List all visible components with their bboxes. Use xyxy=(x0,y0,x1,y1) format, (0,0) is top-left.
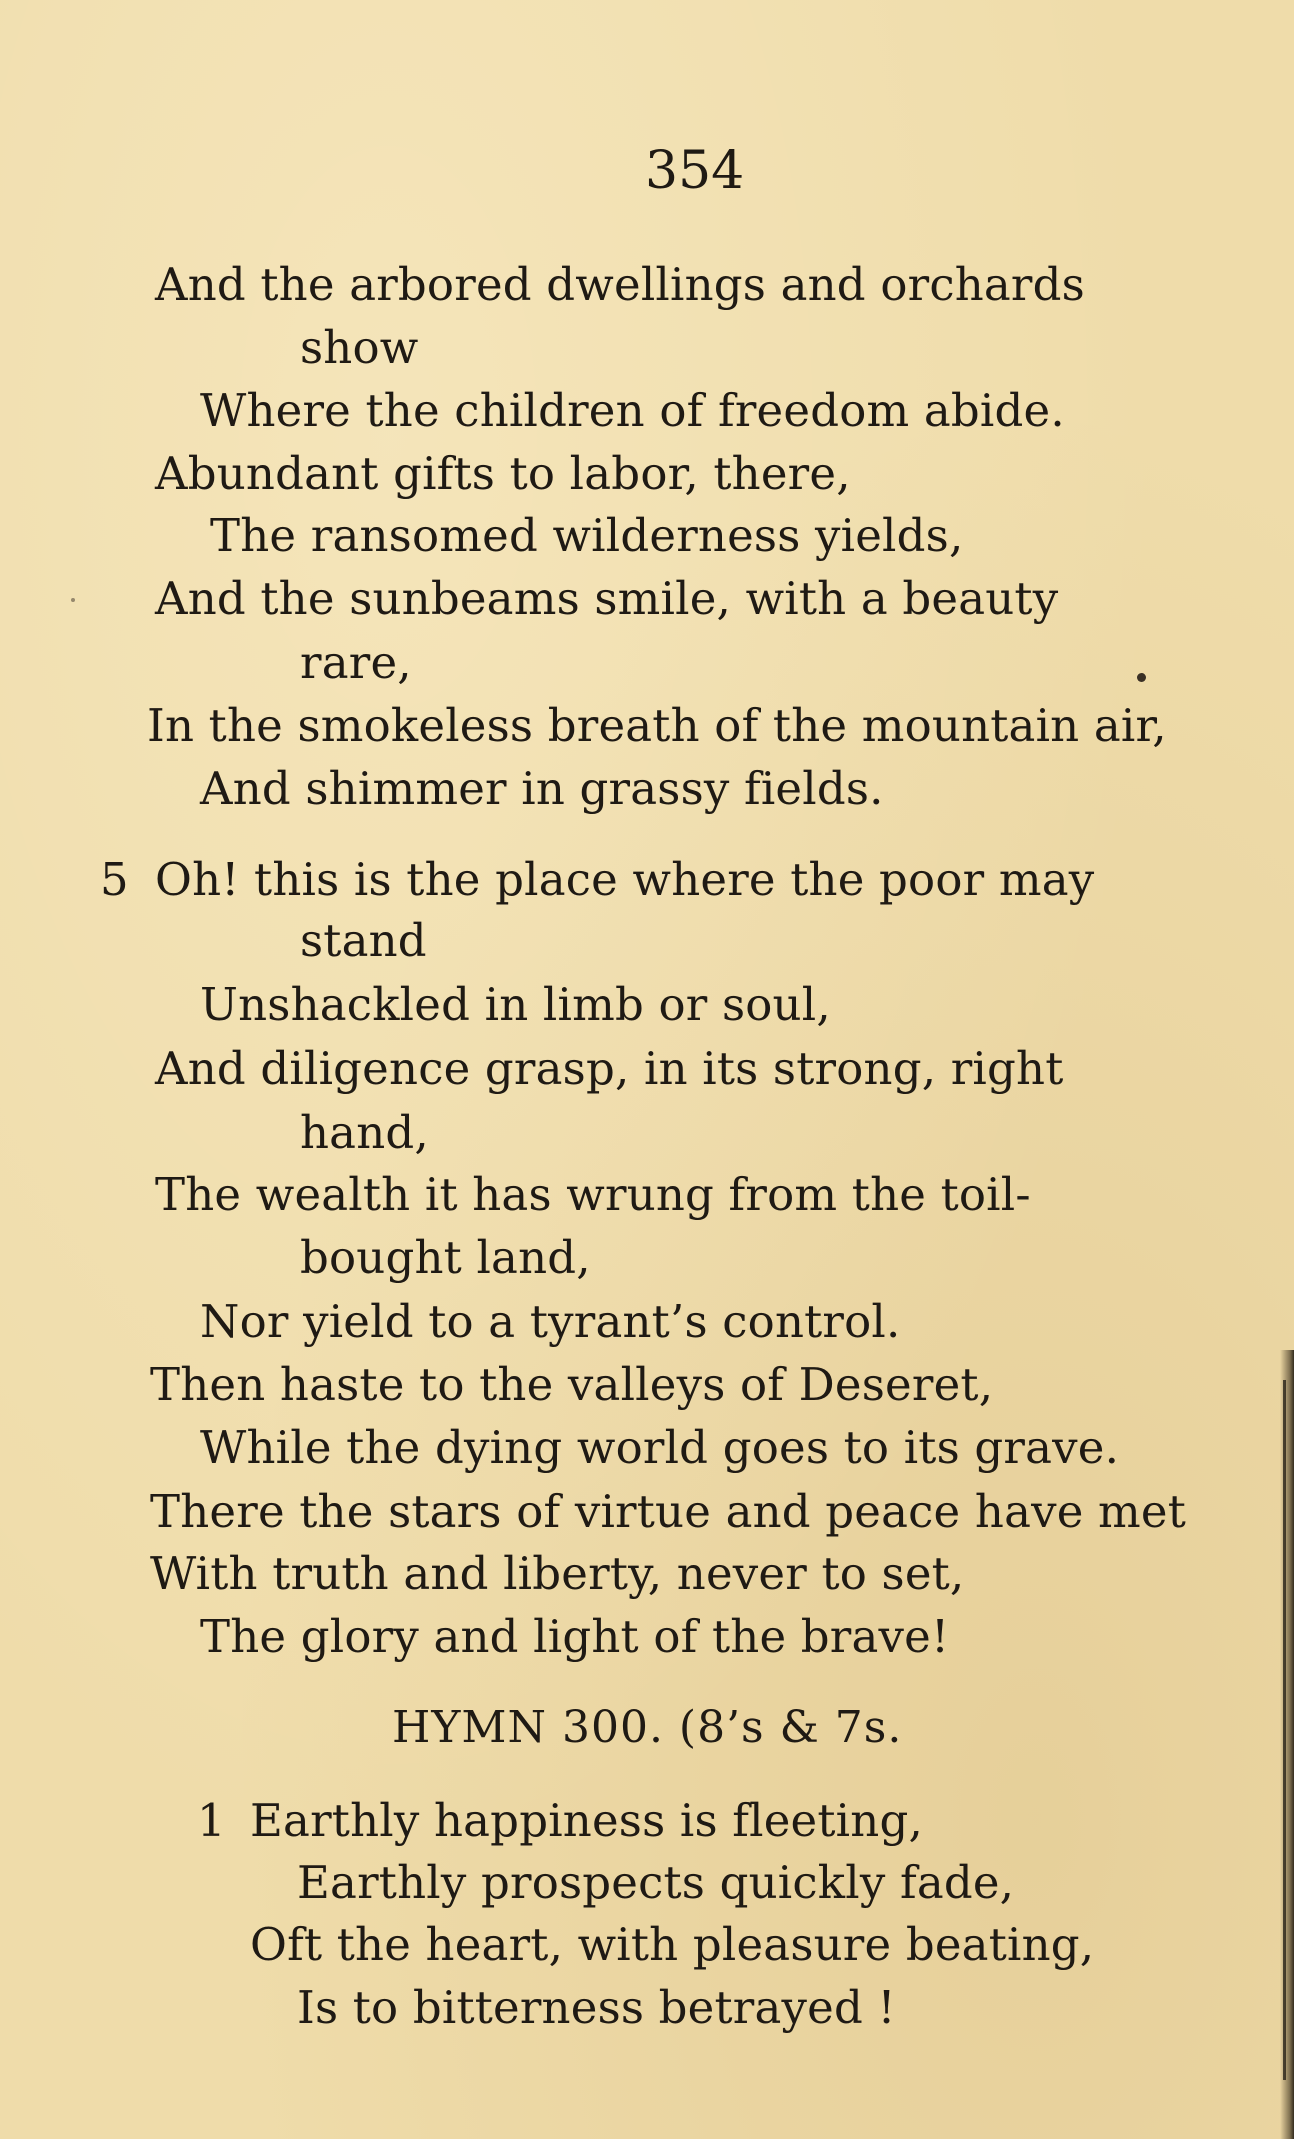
verse-line: In the smokeless breath of the mountain air, xyxy=(147,699,1167,752)
verse-line: While the dying world goes to its grave. xyxy=(200,1421,1120,1474)
ink-speck xyxy=(1137,673,1146,682)
verse-line: And diligence grasp, in its strong, right xyxy=(155,1042,1064,1095)
verse-line: show xyxy=(300,321,419,374)
verse-line: Is to bitterness betrayed ! xyxy=(297,1981,896,2034)
page-edge-line xyxy=(1283,1380,1286,2080)
verse-line: With truth and liberty, never to set, xyxy=(150,1547,965,1600)
verse-line: And the sunbeams smile, with a beauty xyxy=(155,572,1059,625)
hymn-heading: HYMN 300. (8’s & 7s. xyxy=(392,1702,903,1753)
verse-line: Abundant gifts to labor, there, xyxy=(155,447,851,500)
verse-line: Earthly prospects quickly fade, xyxy=(297,1856,1015,1909)
verse-line: Oft the heart, with pleasure beating, xyxy=(250,1918,1095,1971)
verse-line: The wealth it has wrung from the toil- xyxy=(155,1168,1031,1221)
verse-line: And shimmer in grassy fields. xyxy=(200,762,884,815)
verse-line: The glory and light of the brave! xyxy=(200,1610,950,1663)
verse-line: hand, xyxy=(300,1106,429,1159)
verse-line: Oh! this is the place where the poor may xyxy=(155,853,1095,906)
stanza-number: 5 xyxy=(100,853,129,906)
ink-speck xyxy=(71,598,75,602)
verse-line: Unshackled in limb or soul, xyxy=(200,978,831,1031)
stanza-number: 1 xyxy=(197,1794,226,1847)
verse-line: stand xyxy=(300,914,427,967)
verse-line: Where the children of freedom abide. xyxy=(200,384,1065,437)
verse-line: Nor yield to a tyrant’s control. xyxy=(200,1295,901,1348)
verse-line: rare, xyxy=(300,636,412,689)
verse-line: There the stars of virtue and peace have met xyxy=(150,1485,1187,1538)
verse-line: And the arbored dwellings and orchards xyxy=(155,258,1085,311)
verse-line: Then haste to the valleys of Deseret, xyxy=(150,1358,994,1411)
page-number: 354 xyxy=(645,141,745,201)
verse-line: The ransomed wilderness yields, xyxy=(210,509,964,562)
verse-line: bought land, xyxy=(300,1231,591,1284)
verse-line: Earthly happiness is fleeting, xyxy=(250,1794,923,1847)
